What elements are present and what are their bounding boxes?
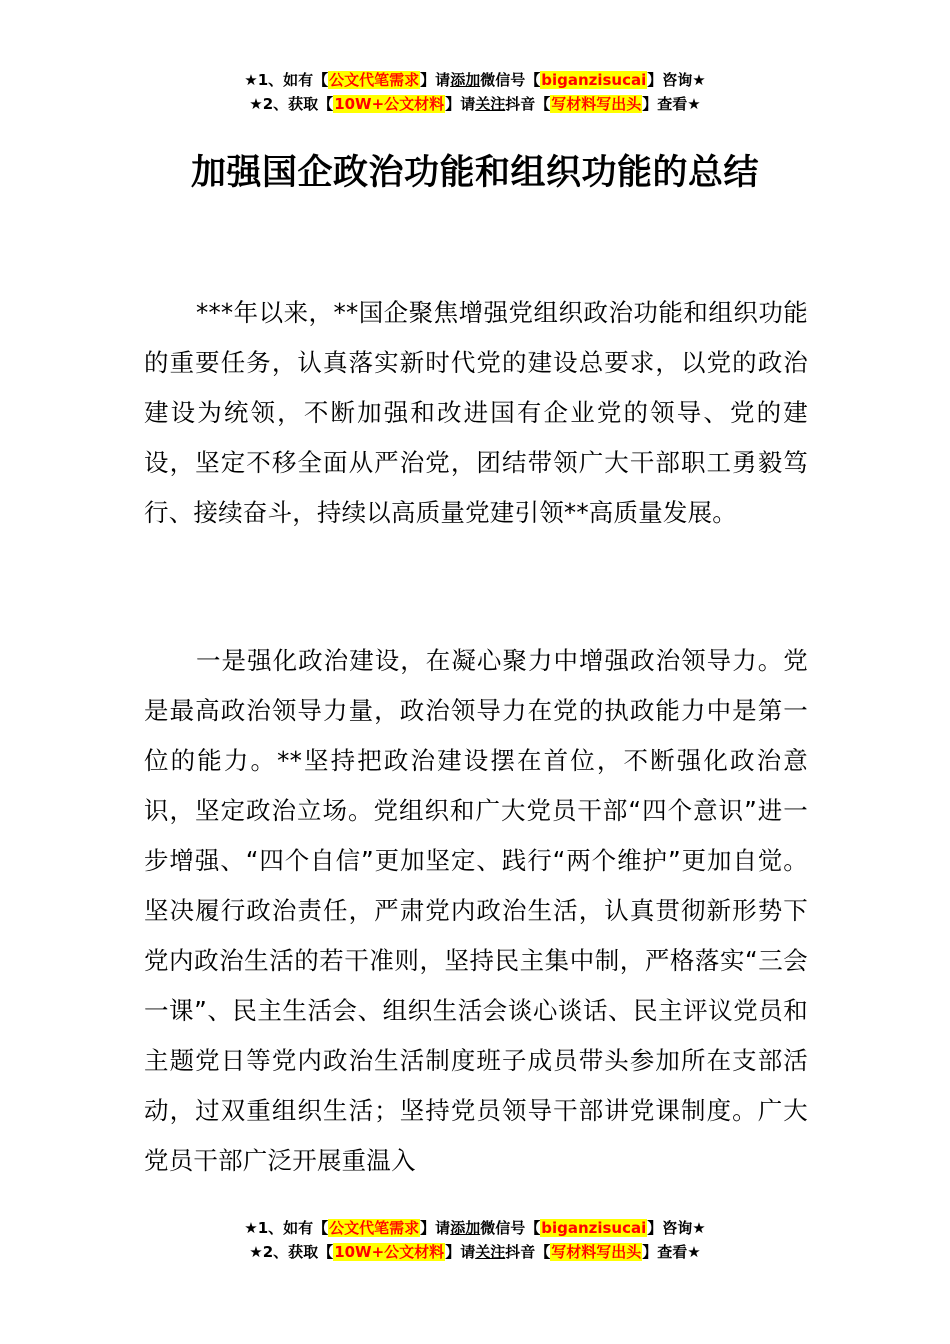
promo-highlight-wechat-id: biganzisucai — [541, 1219, 647, 1237]
body-paragraph-political-building: 一是强化政治建设，在凝心聚力中增强政治领导力。党是最高政治领导力量，政治领导力在党的执政能力中是第一位的能力。**坚持把政治建设摆在首位，不断强化政治意识，坚定政治立场。党组织和广大党员干部“四个意识”进一步增强、“四个自信”更加坚定、践行“两个维护”更加自觉。坚决履行政治责任，严肃党内政治生活，认真贯彻新形势下党内政治生活的若干准则，坚持民主集中制，严格落实“三会一课”、民主生活会、组织生活会谈心谈话、民主评议党员和主题党日等党内政治生活制度班子成员带头参加所在支部活动，过双重组织生活；坚持党员领导干部讲党课制度。广大党员干部广泛开展重温入 — [144, 646, 808, 1175]
promo-text: 】请 — [445, 1243, 476, 1261]
promo-underlined-follow: 关注 — [475, 1243, 506, 1261]
promo-line-1 — [0, 68, 950, 92]
promo-text: 】请 — [420, 71, 451, 89]
promo-text: 】请 — [445, 95, 476, 113]
promo-highlight-wechat-id: biganzisucai — [541, 71, 647, 89]
promo-text: 抖音【 — [505, 95, 551, 113]
promo-suffix: 】咨询★ — [647, 1219, 706, 1237]
promo-text: 抖音【 — [505, 1243, 551, 1261]
document-title: 加强国企政治功能和组织功能的总结 — [190, 153, 759, 193]
promo-suffix: 】查看★ — [642, 95, 701, 113]
body-paragraph-intro: ***年以来，**国企聚焦增强党组织政治功能和组织功能的重要任务，认真落实新时代党的建设总要求，以党的政治建设为统领，不断加强和改进国有企业党的领导、党的建设，坚定不移全面从严治党，团结带领广大干部职工勇毅笃行、接续奋斗，持续以高质量党建引领**高质量发展。 — [144, 298, 808, 527]
promo-header — [0, 68, 950, 116]
promo-highlight-douyin-account: 写材料写出头 — [551, 95, 642, 113]
promo-suffix: 】咨询★ — [647, 71, 706, 89]
promo-underlined-add: 添加 — [450, 1219, 481, 1237]
promo-line-1 — [0, 1216, 950, 1240]
promo-highlight-douyin-account: 写材料写出头 — [551, 1243, 642, 1261]
promo-text: 微信号【 — [480, 1219, 541, 1237]
promo-underlined-follow: 关注 — [475, 95, 506, 113]
promo-text: 】请 — [420, 1219, 451, 1237]
promo-prefix: ★2、获取【 — [249, 1243, 334, 1261]
promo-suffix: 】查看★ — [642, 1243, 701, 1261]
promo-line-2 — [0, 1240, 950, 1264]
promo-highlight-service: 公文代笔需求 — [329, 71, 420, 89]
promo-prefix: ★1、如有【 — [244, 1219, 329, 1237]
promo-prefix: ★1、如有【 — [244, 71, 329, 89]
promo-prefix: ★2、获取【 — [249, 95, 334, 113]
promo-highlight-service: 公文代笔需求 — [329, 1219, 420, 1237]
promo-highlight-materials: 10W+公文材料 — [334, 95, 445, 113]
promo-underlined-add: 添加 — [450, 71, 481, 89]
promo-line-2 — [0, 92, 950, 116]
promo-footer — [0, 1216, 950, 1264]
promo-highlight-materials: 10W+公文材料 — [334, 1243, 445, 1261]
promo-text: 微信号【 — [480, 71, 541, 89]
